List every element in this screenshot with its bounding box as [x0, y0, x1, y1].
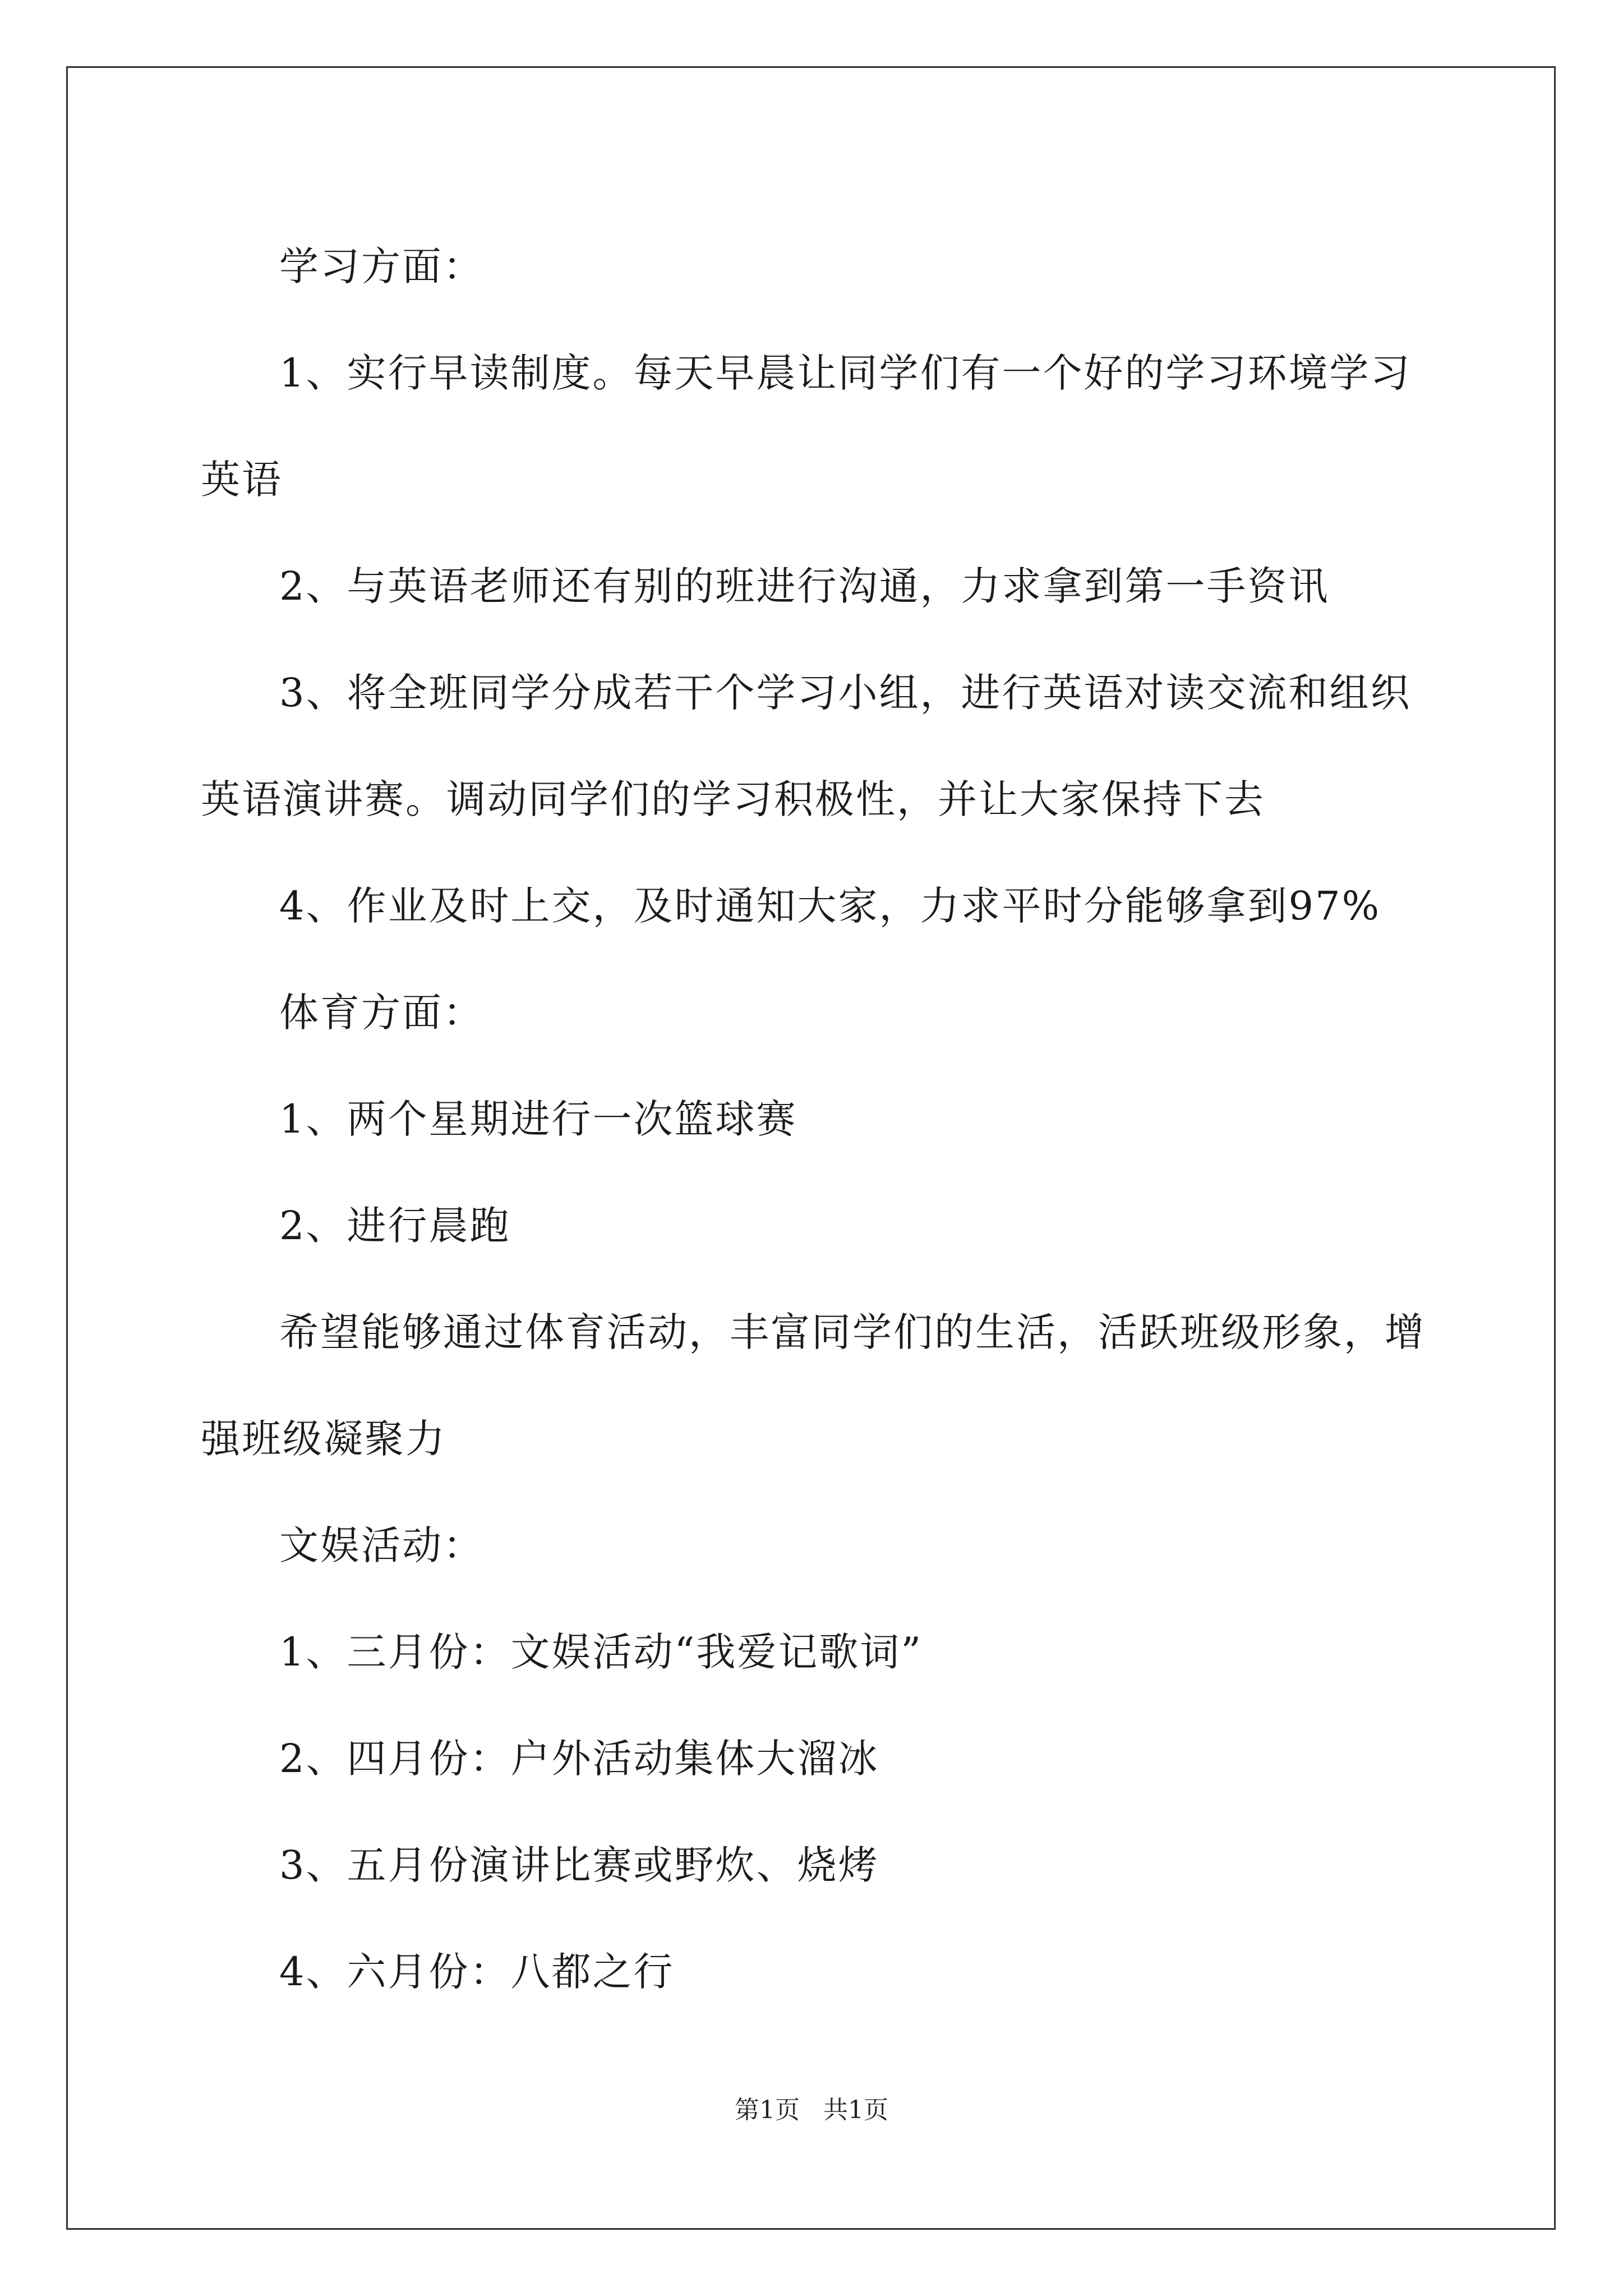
paragraph: 3、五月份演讲比赛或野炊、烧烤: [279, 1842, 879, 1888]
paragraph: 2、进行晨跑: [279, 1203, 511, 1249]
paragraph: 1、实行早读制度。每天早晨让同学们有一个好的学习环境学习英语: [201, 350, 1412, 503]
page-number-total: 共1页: [823, 2096, 888, 2124]
paragraph: 4、六月份：八都之行: [279, 1949, 675, 1995]
paragraph: 4、作业及时上交，及时通知大家，力求平时分能够拿到97%: [279, 883, 1381, 929]
document-body: [201, 213, 1435, 2025]
section-heading-sports: 体育方面：: [279, 990, 484, 1036]
section-heading-entertainment: 文娱活动：: [279, 1522, 484, 1568]
paragraph: 2、与英语老师还有别的班进行沟通，力求拿到第一手资讯: [279, 563, 1330, 609]
page-number-current: 第1页: [735, 2096, 800, 2124]
paragraph: 希望能够通过体育活动，丰富同学们的生活，活跃班级形象，增强班级凝聚力: [201, 1309, 1426, 1462]
paragraph: 3、将全班同学分成若干个学习小组，进行英语对读交流和组织英语演讲赛。调动同学们的学习积极性，并让大家保持下去: [201, 670, 1412, 822]
paragraph: 1、两个星期进行一次篮球赛: [279, 1096, 797, 1142]
paragraph: 1、三月份：文娱活动“我爱记歌词”: [279, 1629, 923, 1675]
page-footer: [0, 2090, 1623, 2125]
section-heading-study: 学习方面：: [279, 243, 484, 289]
paragraph: 2、四月份：户外活动集体大溜冰: [279, 1736, 879, 1782]
